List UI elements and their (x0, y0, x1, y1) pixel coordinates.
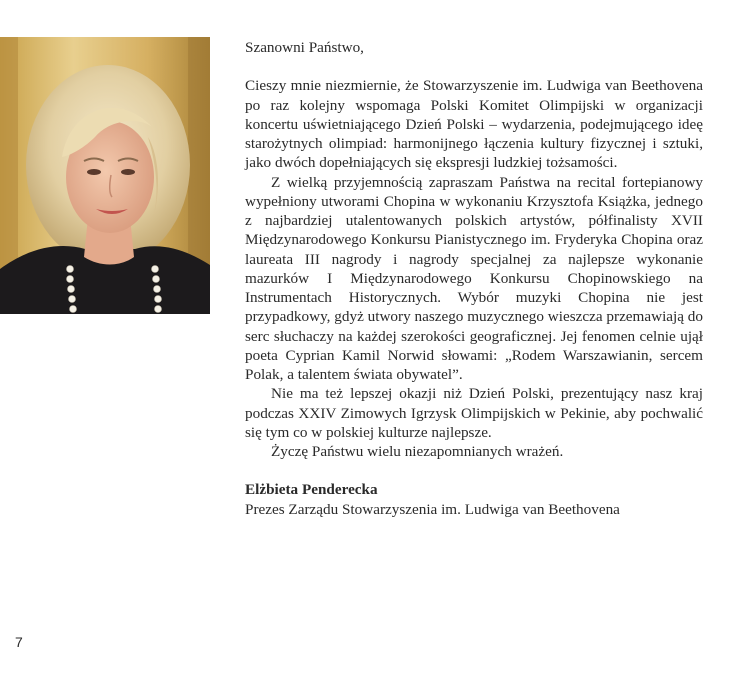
portrait-icon (0, 37, 210, 314)
letter-paragraph: Nie ma też lepszej okazji niż Dzień Polski, prezentujący nasz kraj podczas XXIV Zimowych Igrzysk Olimpijskich w Pekinie, aby pochwalić się tym co w polskiej kulturze najlepsze. (245, 385, 703, 441)
salutation: Szanowni Państwo, (245, 39, 364, 56)
letter-paragraph: Cieszy mnie niezmiernie, że Stowarzyszenie im. Ludwiga van Beethovena po raz kolejny wspomaga Polski Komitet Olimpijski w organizacji koncertu uświetniającego Dzień Polski – wydarzenia, podejmującego ideę starożytnych olimpiad: harmonijnego łączenia kultury fizycznej i sztuki, jako dwóch dopełniających się ekspresji ludzkiej tożsamości. (245, 77, 703, 172)
signature-role: Prezes Zarządu Stowarzyszenia im. Ludwiga van Beethovena (245, 500, 620, 518)
signature-name: Elżbieta Penderecka (245, 481, 378, 499)
letter-paragraph: Z wielką przyjemnością zapraszam Państwa na recital fortepianowy wypełniony utworami Chopina w wykonaniu Krzysztofa Książka, jednego z najbardziej utalentowanych polskich artystów, półfinalisty XVII Międzynarodowego Konkursu Pianistycznego im. Fryderyka Chopina oraz laureata III nagrody i nagrody specjalnej za najlepsze wykonanie mazurków I Międzynarodowego Konkursu Chopinowskiego na Instrumentach Historycznych. Wybór muzyki Chopina nie jest przypadkowy, gdyż utwory naszego muzycznego wieszcza przemawiają do serc słuchaczy na każdej szerokości geograficznej. Jej fenomen celnie ujął poeta Cyprian Kamil Norwid słowami: „Rodem Warszawianin, sercem Polak, a talentem świata obywatel”. (245, 173, 703, 383)
page-number: 7 (15, 634, 23, 650)
letter-body (245, 38, 703, 519)
signature-block (245, 480, 703, 519)
portrait-photo (0, 37, 210, 314)
letter-paragraph: Życzę Państwu wielu niezapomnianych wrażeń. (271, 443, 564, 460)
